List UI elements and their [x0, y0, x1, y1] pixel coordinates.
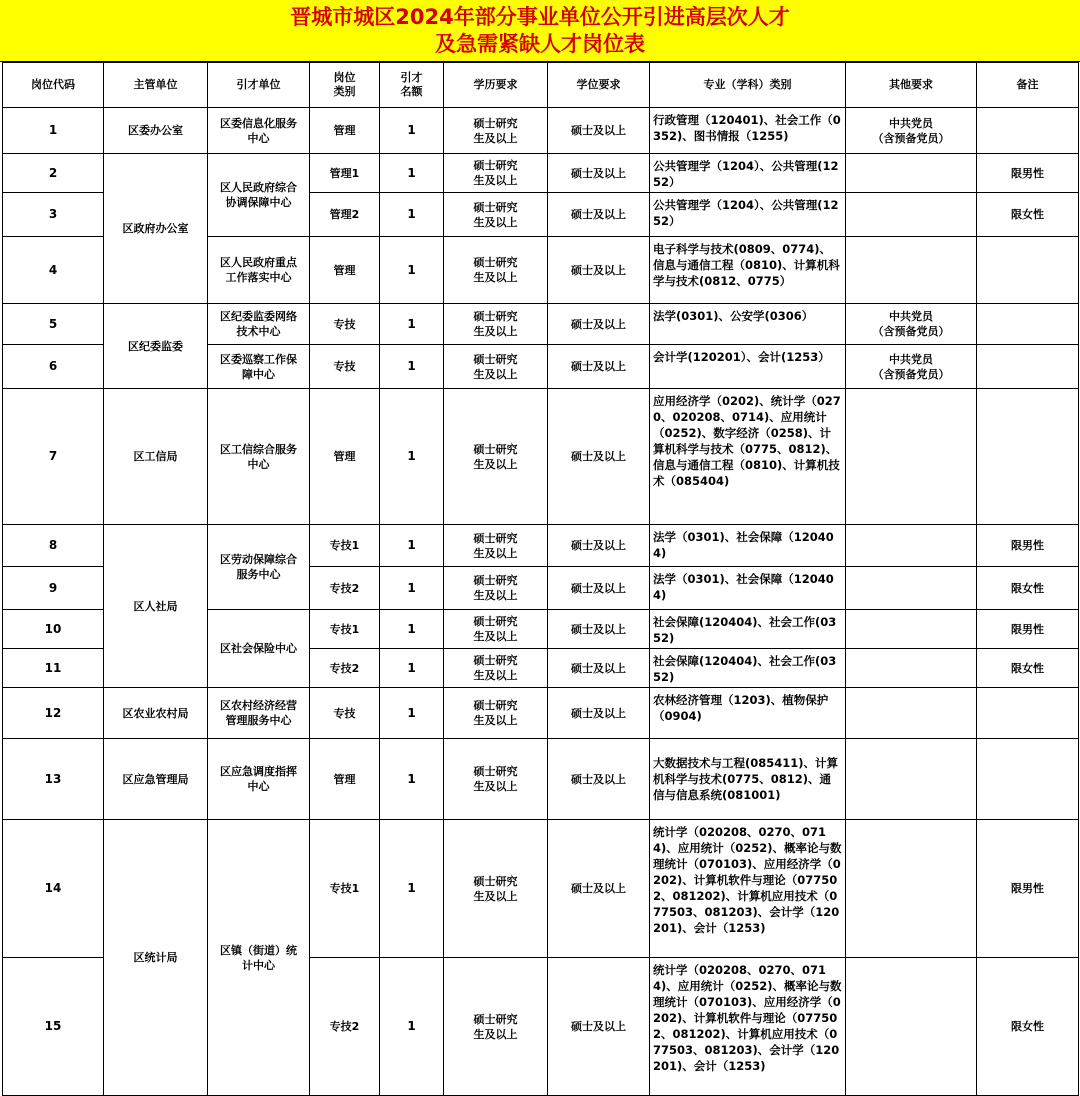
cell-unit-line2: 中心 [247, 457, 270, 471]
cell-major: 应用经济学（0202)、统计学（0270、020208、0714)、应用统计（0252)、数字经济（0258)、计算机科学与技术（0775、0812)、信息与通信工程（0810)、计算机技术（085404) [650, 389, 846, 525]
cell-unit [208, 345, 310, 389]
header-note: 备注 [977, 63, 1079, 108]
cell-quota: 1 [380, 739, 444, 820]
cell-note [977, 389, 1079, 525]
cell-major: 公共管理学（1204）、公共管理(1252） [650, 193, 846, 237]
cell-dept: 区委办公室 [104, 108, 208, 154]
cell-category: 专技2 [310, 649, 380, 688]
cell-education-line1: 硕士研究 [473, 159, 518, 172]
cell-other [846, 237, 977, 304]
cell-unit [208, 739, 310, 820]
cell-quota: 1 [380, 108, 444, 154]
cell-major: 社会保障(120404)、社会工作(0352) [650, 649, 846, 688]
cell-degree: 硕士及以上 [548, 820, 650, 958]
header-category-line2: 类别 [333, 85, 356, 98]
header-dept: 主管单位 [104, 63, 208, 108]
cell-code: 10 [3, 610, 104, 649]
cell-note: 限女性 [977, 958, 1079, 1096]
cell-unit-line2: 服务中心 [236, 568, 281, 581]
cell-education [444, 820, 548, 958]
cell-education-line1: 硕士研究 [473, 531, 518, 545]
header-quota-line1: 引才 [400, 71, 423, 84]
cell-degree: 硕士及以上 [548, 958, 650, 1096]
cell-unit-line2: 计中心 [242, 958, 275, 972]
cell-code: 14 [3, 820, 104, 958]
cell-major: 农林经济管理（1203)、植物保护（0904) [650, 688, 846, 739]
cell-dept: 区应急管理局 [104, 739, 208, 820]
table-row [3, 525, 1079, 567]
cell-unit-line1: 区委信息化服务 [220, 116, 297, 130]
cell-category: 管理 [310, 237, 380, 304]
cell-unit-line2: 中心 [247, 131, 270, 145]
cell-quota: 1 [380, 154, 444, 193]
cell-education-line1: 硕士研究 [473, 1012, 518, 1026]
cell-other-line1: 中共党员 [889, 310, 933, 323]
cell-other [846, 108, 977, 154]
cell-education [444, 958, 548, 1096]
cell-degree: 硕士及以上 [548, 567, 650, 610]
cell-major: 统计学（020208、0270、0714)、应用统计（0252)、概率论与数理统计（070103)、应用经济学（0202)、计算机软件与理论（077502、081202)、计算机应用技术（077503、081203)、会计学（120201)、会计（1253) [650, 820, 846, 958]
cell-degree: 硕士及以上 [548, 193, 650, 237]
cell-education-line2: 生及以上 [473, 215, 518, 229]
cell-dept: 区人社局 [104, 525, 208, 688]
cell-education-line1: 硕士研究 [473, 310, 518, 323]
cell-other [846, 610, 977, 649]
table-row [3, 820, 1079, 958]
cell-category: 管理 [310, 389, 380, 525]
cell-education-line1: 硕士研究 [473, 200, 518, 214]
cell-note: 限女性 [977, 649, 1079, 688]
cell-category: 专技2 [310, 958, 380, 1096]
cell-category: 专技 [310, 345, 380, 389]
cell-degree: 硕士及以上 [548, 345, 650, 389]
cell-other-line2: （含预备党员） [872, 131, 950, 145]
header-quota [380, 63, 444, 108]
cell-education-line2: 生及以上 [473, 714, 518, 727]
cell-education-line1: 硕士研究 [473, 765, 518, 778]
cell-category: 专技1 [310, 820, 380, 958]
cell-unit-line1: 区委巡察工作保 [220, 352, 297, 366]
cell-category: 专技1 [310, 525, 380, 567]
cell-education-line1: 硕士研究 [473, 874, 518, 888]
table-row [3, 108, 1079, 154]
cell-other [846, 345, 977, 389]
cell-other [846, 739, 977, 820]
cell-dept: 区工信局 [104, 389, 208, 525]
cell-education [444, 304, 548, 345]
cell-unit [208, 108, 310, 154]
cell-education-line2: 生及以上 [473, 457, 518, 471]
cell-other [846, 567, 977, 610]
cell-education-line1: 硕士研究 [473, 615, 518, 628]
cell-major: 法学（0301)、社会保障（120404) [650, 525, 846, 567]
cell-degree: 硕士及以上 [548, 739, 650, 820]
cell-education-line2: 生及以上 [473, 780, 518, 793]
cell-education [444, 108, 548, 154]
cell-code: 15 [3, 958, 104, 1096]
cell-major: 大数据技术与工程(085411)、计算机科学与技术(0775、0812)、通信与信息系统(081001) [650, 739, 846, 820]
table-row [3, 389, 1079, 525]
cell-education-line1: 硕士研究 [473, 442, 518, 456]
cell-quota: 1 [380, 193, 444, 237]
cell-unit [208, 688, 310, 739]
cell-category: 专技 [310, 304, 380, 345]
cell-unit-line2: 管理服务中心 [225, 714, 292, 727]
cell-education-line1: 硕士研究 [473, 116, 518, 130]
cell-quota: 1 [380, 345, 444, 389]
cell-education [444, 567, 548, 610]
cell-quota: 1 [380, 649, 444, 688]
cell-degree: 硕士及以上 [548, 154, 650, 193]
cell-dept: 区政府办公室 [104, 154, 208, 304]
cell-degree: 硕士及以上 [548, 610, 650, 649]
cell-other [846, 154, 977, 193]
cell-category: 专技1 [310, 610, 380, 649]
cell-unit-line2: 协调保障中心 [225, 196, 292, 209]
cell-unit [208, 525, 310, 610]
cell-unit-line1: 区人民政府重点 [220, 256, 297, 269]
cell-education-line1: 硕士研究 [473, 574, 518, 587]
cell-education-line2: 生及以上 [473, 271, 518, 284]
cell-quota: 1 [380, 389, 444, 525]
cell-unit-line2: 工作落实中心 [225, 271, 292, 284]
cell-note [977, 237, 1079, 304]
cell-unit-line1: 区农村经济经营 [220, 699, 297, 712]
cell-code: 8 [3, 525, 104, 567]
cell-education-line2: 生及以上 [473, 669, 518, 682]
cell-education-line2: 生及以上 [473, 131, 518, 145]
cell-education-line1: 硕士研究 [473, 654, 518, 667]
cell-quota: 1 [380, 525, 444, 567]
cell-unit-line2: 技术中心 [236, 325, 281, 338]
cell-category: 管理2 [310, 193, 380, 237]
cell-note [977, 345, 1079, 389]
cell-note [977, 304, 1079, 345]
cell-other-line2: （含预备党员） [872, 325, 950, 338]
cell-major: 公共管理学（1204）、公共管理(1252） [650, 154, 846, 193]
positions-table [2, 62, 1079, 1096]
cell-degree: 硕士及以上 [548, 304, 650, 345]
cell-unit-line1: 区纪委监委网络 [220, 310, 297, 323]
cell-education [444, 237, 548, 304]
cell-code: 9 [3, 567, 104, 610]
title-line-1: 晋城市城区2024年部分事业单位公开引进高层次人才 [290, 4, 790, 29]
cell-other [846, 649, 977, 688]
cell-education-line2: 生及以上 [473, 174, 518, 187]
cell-unit [208, 154, 310, 237]
cell-dept: 区农业农村局 [104, 688, 208, 739]
header-row [3, 63, 1079, 108]
cell-code: 1 [3, 108, 104, 154]
cell-education [444, 688, 548, 739]
cell-major: 电子科学与技术(0809、0774)、信息与通信工程（0810)、计算机科学与技术(0812、0775） [650, 237, 846, 304]
cell-other [846, 304, 977, 345]
header-education: 学历要求 [444, 63, 548, 108]
header-major: 专业（学科）类别 [650, 63, 846, 108]
cell-other [846, 688, 977, 739]
cell-note: 限男性 [977, 525, 1079, 567]
cell-education [444, 389, 548, 525]
table-row [3, 304, 1079, 345]
table-row [3, 154, 1079, 193]
cell-major: 会计学(120201）、会计(1253） [650, 345, 846, 389]
cell-quota: 1 [380, 237, 444, 304]
cell-quota: 1 [380, 304, 444, 345]
cell-code: 2 [3, 154, 104, 193]
cell-degree: 硕士及以上 [548, 688, 650, 739]
cell-education-line1: 硕士研究 [473, 352, 518, 366]
cell-category: 专技2 [310, 567, 380, 610]
cell-note: 限女性 [977, 567, 1079, 610]
cell-note: 限男性 [977, 820, 1079, 958]
cell-other [846, 193, 977, 237]
cell-major: 社会保障(120404)、社会工作(0352) [650, 610, 846, 649]
title-line-2: 及急需紧缺人才岗位表 [435, 31, 645, 56]
cell-education-line1: 硕士研究 [473, 699, 518, 712]
cell-education-line2: 生及以上 [473, 325, 518, 338]
cell-dept: 区纪委监委 [104, 304, 208, 389]
header-quota-line2: 名额 [400, 85, 423, 98]
cell-other [846, 820, 977, 958]
cell-major: 法学(0301)、公安学(0306） [650, 304, 846, 345]
header-degree: 学位要求 [548, 63, 650, 108]
cell-unit [208, 237, 310, 304]
cell-unit-line1: 区人民政府综合 [220, 181, 297, 194]
cell-unit-line1: 区应急调度指挥 [220, 765, 297, 778]
cell-education [444, 193, 548, 237]
cell-degree: 硕士及以上 [548, 237, 650, 304]
cell-unit-line1: 区工信综合服务 [220, 442, 297, 456]
cell-education-line2: 生及以上 [473, 546, 518, 560]
cell-other [846, 958, 977, 1096]
cell-education [444, 649, 548, 688]
header-category [310, 63, 380, 108]
cell-code: 6 [3, 345, 104, 389]
cell-unit [208, 820, 310, 1096]
cell-note: 限女性 [977, 193, 1079, 237]
header-other: 其他要求 [846, 63, 977, 108]
cell-education [444, 345, 548, 389]
cell-education-line2: 生及以上 [473, 889, 518, 903]
cell-category: 管理 [310, 108, 380, 154]
cell-dept: 区统计局 [104, 820, 208, 1096]
cell-unit [208, 304, 310, 345]
cell-unit [208, 389, 310, 525]
cell-other-line1: 中共党员 [889, 352, 933, 366]
cell-note [977, 688, 1079, 739]
cell-note: 限男性 [977, 154, 1079, 193]
cell-quota: 1 [380, 688, 444, 739]
cell-quota: 1 [380, 958, 444, 1096]
cell-unit-line1: 区劳动保障综合 [220, 553, 297, 566]
cell-degree: 硕士及以上 [548, 389, 650, 525]
cell-category: 专技 [310, 688, 380, 739]
cell-other [846, 389, 977, 525]
cell-major: 行政管理（120401)、社会工作（0352)、图书情报（1255) [650, 108, 846, 154]
cell-education-line2: 生及以上 [473, 1027, 518, 1041]
cell-education-line2: 生及以上 [473, 367, 518, 381]
cell-other [846, 525, 977, 567]
cell-unit-line1: 区镇（街道）统 [220, 943, 297, 957]
table-title [0, 0, 1080, 62]
cell-unit-line2: 障中心 [242, 367, 275, 381]
cell-education-line1: 硕士研究 [473, 256, 518, 269]
cell-code: 12 [3, 688, 104, 739]
cell-education [444, 525, 548, 567]
cell-degree: 硕士及以上 [548, 108, 650, 154]
cell-note [977, 108, 1079, 154]
cell-unit: 区社会保险中心 [208, 610, 310, 688]
cell-degree: 硕士及以上 [548, 525, 650, 567]
cell-other-line1: 中共党员 [889, 116, 933, 130]
cell-category: 管理1 [310, 154, 380, 193]
cell-education [444, 739, 548, 820]
cell-note: 限男性 [977, 610, 1079, 649]
cell-degree: 硕士及以上 [548, 649, 650, 688]
cell-code: 13 [3, 739, 104, 820]
cell-category: 管理 [310, 739, 380, 820]
cell-code: 7 [3, 389, 104, 525]
header-category-line1: 岗位 [333, 71, 356, 84]
header-code: 岗位代码 [3, 63, 104, 108]
cell-code: 11 [3, 649, 104, 688]
cell-major: 法学（0301)、社会保障（120404) [650, 567, 846, 610]
cell-code: 4 [3, 237, 104, 304]
cell-quota: 1 [380, 610, 444, 649]
cell-other-line2: （含预备党员） [872, 367, 950, 381]
cell-education [444, 610, 548, 649]
table-row [3, 739, 1079, 820]
cell-code: 5 [3, 304, 104, 345]
cell-education-line2: 生及以上 [473, 630, 518, 643]
table-row [3, 688, 1079, 739]
cell-quota: 1 [380, 820, 444, 958]
cell-major: 统计学（020208、0270、0714)、应用统计（0252)、概率论与数理统计（070103)、应用经济学（0202)、计算机软件与理论（077502、081202)、计算机应用技术（077503、081203)、会计学（120201)、会计（1253) [650, 958, 846, 1096]
cell-note [977, 739, 1079, 820]
cell-education-line2: 生及以上 [473, 589, 518, 602]
cell-code: 3 [3, 193, 104, 237]
cell-education [444, 154, 548, 193]
cell-quota: 1 [380, 567, 444, 610]
cell-unit-line2: 中心 [247, 780, 270, 793]
header-unit: 引才单位 [208, 63, 310, 108]
